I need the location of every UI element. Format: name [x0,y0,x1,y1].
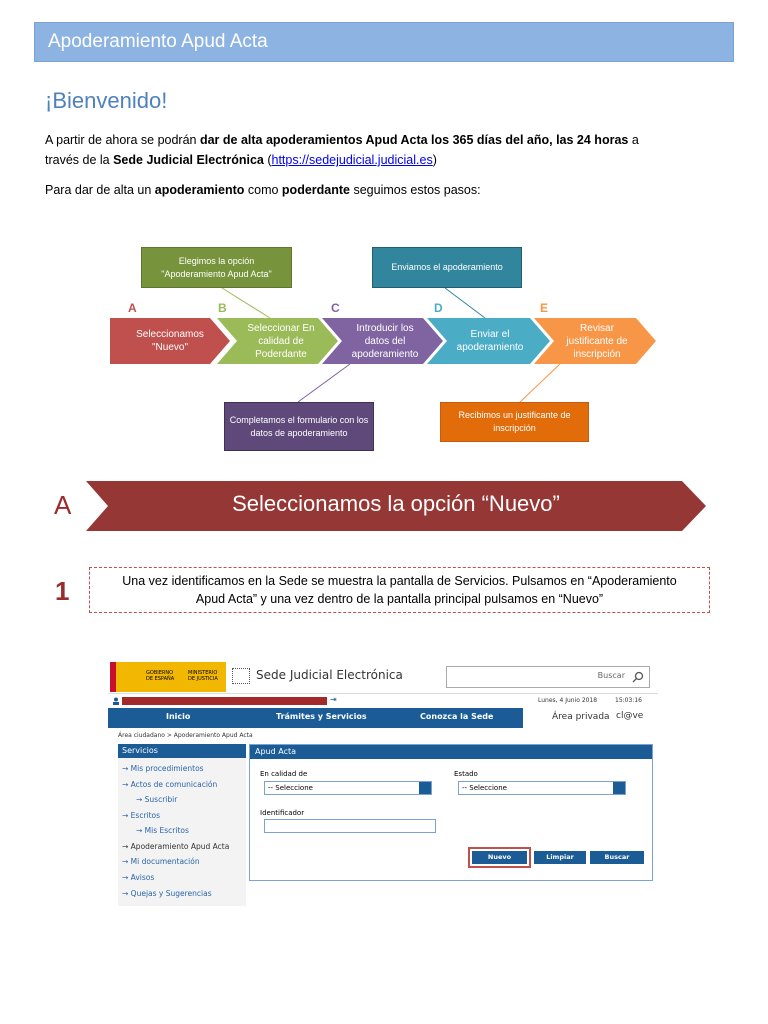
step-b-label: Seleccionar En calidad de Poderdante [247,322,315,360]
sidebar-label: Quejas y Sugerencias [130,889,212,898]
sidebar-label: Avisos [130,873,155,882]
callout-b: Elegimos la opción "Apoderamiento Apud Acta" [141,247,292,288]
search-input[interactable] [446,666,650,688]
identificador-input[interactable] [264,819,436,833]
text: A partir de ahora se podrán [45,133,200,147]
date-text: Lunes, 4 Junio 2018 [538,697,598,704]
step-c-label: Introducir los datos del apoderamiento [351,322,419,360]
text-bold: poderdante [281,183,350,197]
nuevo-button[interactable]: Nuevo [472,851,527,864]
apud-acta-panel [249,744,653,881]
search-icon[interactable] [632,671,644,683]
panel-title: Apud Acta [250,745,652,759]
clave-logo[interactable]: cl@ve [616,711,644,721]
text: través de la [45,153,114,167]
callout-e: Recibimos un justificante de inscripción [440,402,589,442]
sidebar-label: Actos de comunicación [130,780,218,789]
step-text-line: Apud Acta” y una vez dentro de la pantalla principal pulsamos en “Nuevo” [195,592,604,606]
nav-conozca[interactable]: Conozca la Sede [420,712,494,721]
chevron-down-icon [419,782,431,794]
select-value: -- Seleccione [462,784,507,792]
text: Para dar de alta un [45,183,155,197]
intro-paragraph [45,130,725,170]
step-d-label: Enviar el apoderamiento [456,329,524,353]
title-bar [34,22,734,62]
sede-title: Sede Judicial Electrónica [256,668,403,682]
ministerio-text: MINISTERIO DE JUSTICIA [188,670,218,682]
estado-select[interactable] [458,781,626,795]
page-title: Apoderamiento Apud Acta [48,31,268,52]
sidebar-label: Escritos [130,811,161,820]
services-sidebar [118,744,246,906]
user-row [108,694,658,708]
nav-tramites[interactable]: Trámites y Servicios [276,712,367,721]
sidebar-label: Suscribir [144,795,178,804]
sidebar-item-escritos[interactable]: → Escritos [122,811,161,820]
sede-header [108,660,658,694]
sidebar-label: Apoderamiento Apud Acta [130,842,230,851]
sidebar-label: Mis procedimientos [130,764,204,773]
select-value: -- Seleccione [268,784,313,792]
search-placeholder: Buscar [597,671,625,680]
sidebar-item-documentacion[interactable]: → Mi documentación [122,857,200,866]
step-letter-d: D [434,301,443,315]
sede-screenshot [108,660,658,906]
estado-label: Estado [454,770,478,778]
user-icon [112,697,120,705]
sidebar-label: Mi documentación [130,857,200,866]
callout-d: Enviamos el apoderamiento [372,247,522,288]
steps-intro [45,180,725,200]
sidebar-item-apud-acta[interactable]: → Apoderamiento Apud Acta [122,842,230,851]
limpiar-button[interactable]: Limpiar [534,851,586,864]
area-privada-link[interactable]: Área privada [552,712,610,722]
sidebar-item-quejas[interactable]: → Quejas y Sugerencias [122,889,212,898]
step-description [89,567,710,613]
welcome-heading: ¡Bienvenido! [45,88,168,113]
step-letter-c: C [331,301,340,315]
step-letter-e: E [540,301,549,315]
text-bold: Sede Judicial Electrónica [113,153,264,167]
calidad-select[interactable] [264,781,432,795]
text: ) [432,153,437,167]
process-diagram [0,240,768,460]
nav-inicio[interactable]: Inicio [166,712,191,721]
breadcrumb: Área ciudadano > Apoderamiento Apud Acta [118,732,253,739]
main-nav [108,708,523,728]
sede-link[interactable]: https://sedejudicial.judicial.es [271,153,433,167]
step-letter-b: B [218,301,227,315]
identificador-label: Identificador [260,809,305,817]
calidad-label: En calidad de [260,770,308,778]
logout-icon[interactable]: ⇥ [330,695,337,704]
section-title: Seleccionamos la opción “Nuevo” [232,491,560,516]
logo-flag [110,662,116,692]
text: seguimos estos pasos: [349,183,481,197]
sede-logo-icon [232,668,250,684]
sidebar-item-suscribir[interactable]: → Suscribir [136,795,178,804]
sidebar-label: Mis Escritos [144,826,189,835]
section-letter: A [54,490,72,520]
sidebar-item-avisos[interactable]: → Avisos [122,873,155,882]
chevron-down-icon [613,782,625,794]
step-letter-a: A [128,301,137,315]
sidebar-item-mis-escritos[interactable]: → Mis Escritos [136,826,189,835]
time-text: 15:03:16 [615,697,642,704]
user-name-redacted [122,697,327,705]
text-bold: apoderamiento [154,183,245,197]
step-e-label: Revisar justificante de inscripción [566,322,628,360]
sidebar-item-actos[interactable]: → Actos de comunicación [122,780,218,789]
text: a [628,133,639,147]
step-text-line: Una vez identificamos en la Sede se muestra la pantalla de Servicios. Pulsamos en “Apoderamiento [122,574,677,588]
buscar-button[interactable]: Buscar [590,851,644,864]
sidebar-title: Servicios [118,744,246,758]
step-a-label: Seleccionamos "Nuevo" [136,329,204,353]
gobierno-text: GOBIERNO DE ESPAÑA [146,670,175,682]
sidebar-item-procedimientos[interactable]: → Mis procedimientos [122,764,204,773]
text-bold: dar de alta apoderamientos Apud Acta los 365 días del año, las 24 horas [199,133,629,147]
text: como [244,183,282,197]
step-number: 1 [55,576,70,606]
callout-c: Completamos el formulario con los datos de apoderamiento [224,402,374,451]
text: ( [263,153,272,167]
